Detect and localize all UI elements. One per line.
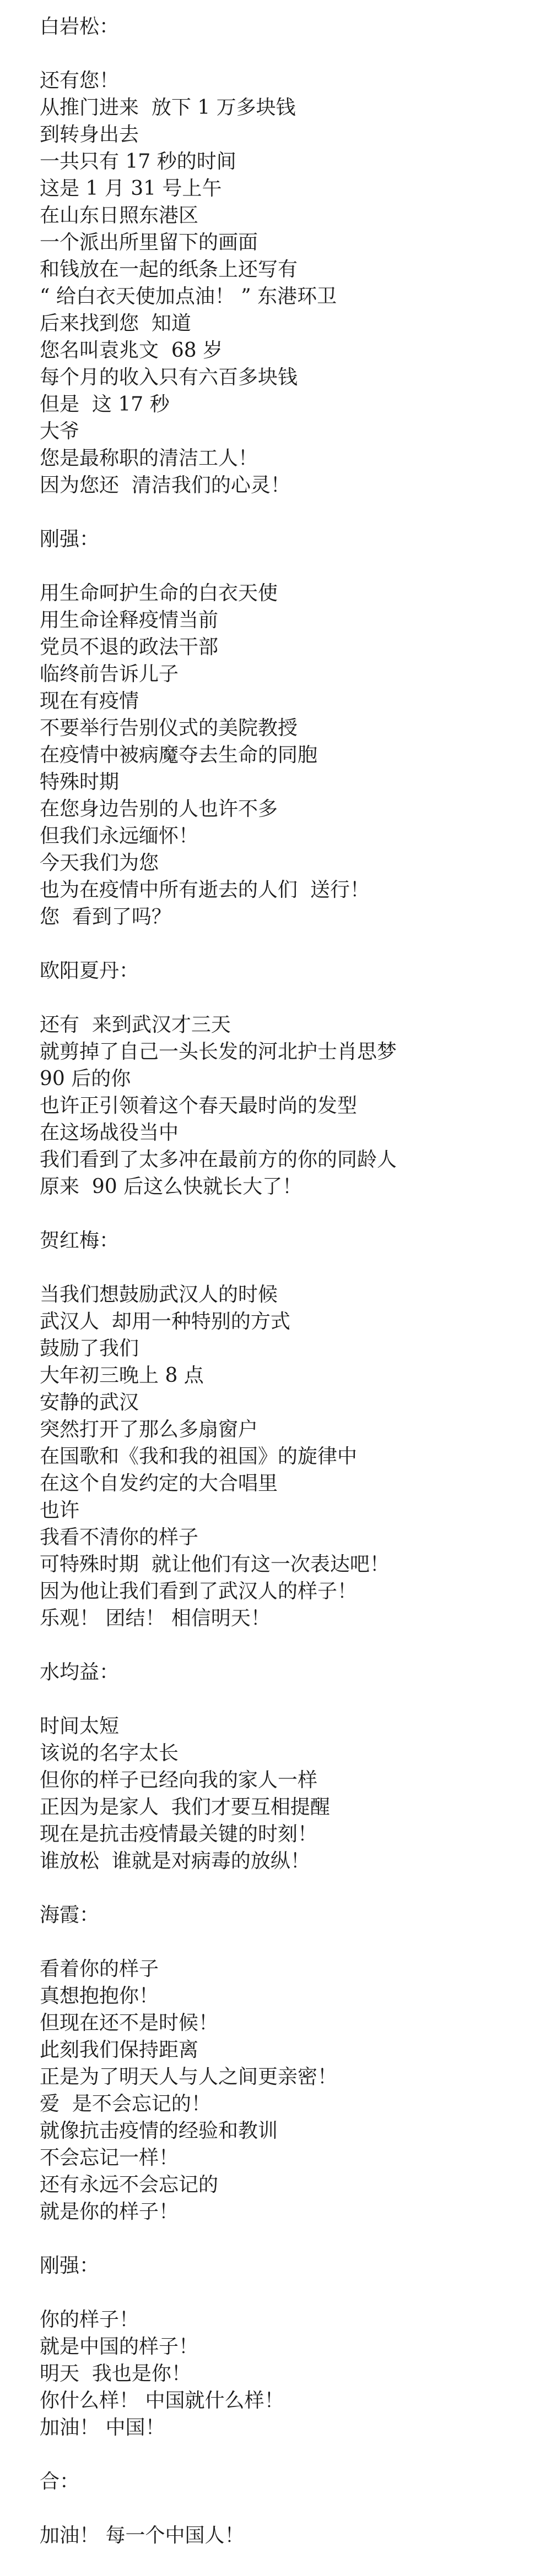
speaker-section (40, 1902, 536, 2225)
speaker-lines (40, 1956, 536, 2225)
script-line: 您名叫袁兆文 68 岁 (40, 339, 223, 362)
script-line: 大爷 (40, 420, 80, 443)
script-line: 但你的样子已经向我的家人一样 (40, 1769, 318, 1791)
script-line: 安静的武汉 (40, 1391, 139, 1414)
speaker-lines (40, 1713, 536, 1875)
speaker-section (40, 1659, 536, 1875)
script-line: 还有永远不会忘记的 (40, 2174, 219, 2196)
script-line: 到转身出去 (40, 123, 139, 146)
script-line: 用生命诠释疫情当前 (40, 609, 219, 631)
script-line: 今天我们为您 (40, 852, 159, 874)
script-line: 真想抱抱你！ (40, 1985, 159, 2007)
script-line: 此刻我们保持距离 (40, 2039, 199, 2061)
script-line: 在这个自发约定的大合唱里 (40, 1472, 278, 1495)
script-line: 在疫情中被病魔夺去生命的同胞 (40, 744, 318, 766)
script-line: 可特殊时期 就让他们有这一次表达吧！ (40, 1553, 390, 1576)
script-line: 您是最称职的清洁工人！ (40, 447, 258, 470)
speaker-name: 水均益： (40, 1661, 120, 1684)
script-line: 还有 来到武汉才三天 (40, 1014, 231, 1036)
script-line: 鼓励了我们 (40, 1337, 139, 1360)
script-line: 但是 这 17 秒 (40, 393, 170, 416)
script-line: 在这场战役当中 (40, 1121, 179, 1144)
script-line: 你的样子！ (40, 2308, 139, 2331)
speaker-name: 海霞： (40, 1904, 100, 1926)
script-line: 这是 1 月 31 号上午 (40, 177, 222, 200)
script-line: 谁放松 谁就是对病毒的放纵！ (40, 1850, 310, 1872)
script-line: 也许正引领着这个春天最时尚的发型 (40, 1094, 358, 1117)
speaker-section (40, 2468, 536, 2549)
speaker-section (40, 957, 536, 1200)
script-line: 武汉人 却用一种特别的方式 (40, 1310, 290, 1333)
script-line: 也为在疫情中所有逝去的人们 送行！ (40, 879, 370, 901)
script-line: “ 给白衣天使加点油！ ” 东港环卫 (40, 285, 337, 308)
script-line: 在山东日照东港区 (40, 204, 199, 227)
script-line: 该说的名字太长 (40, 1742, 179, 1764)
script-line: 突然打开了那么多扇窗户 (40, 1418, 258, 1441)
speaker-name: 贺红梅： (40, 1229, 120, 1252)
script-line: 不会忘记一样！ (40, 2147, 179, 2169)
script-line: 正因为是家人 我们才要互相提醒 (40, 1796, 330, 1818)
script-line: 临终前告诉儿子 (40, 663, 179, 685)
speaker-section (40, 1227, 536, 1632)
speaker-lines (40, 2306, 536, 2441)
script-line: 现在有疫情 (40, 690, 139, 712)
speaker-section (40, 2252, 536, 2441)
script-line: 特殊时期 (40, 771, 120, 793)
script-line: 用生命呵护生命的白衣天使 (40, 582, 278, 604)
speaker-name: 欧阳夏丹： (40, 960, 139, 982)
script-line: 我看不清你的样子 (40, 1526, 199, 1549)
script-line: 从推门进来 放下 1 万多块钱 (40, 96, 296, 119)
script-line: 每个月的收入只有六百多块钱 (40, 366, 298, 389)
script-line: 一共只有 17 秒的时间 (40, 150, 236, 173)
speaker-name: 刚强： (40, 528, 100, 551)
script-line: 在您身边告别的人也许不多 (40, 798, 278, 820)
script-line: 90 后的你 (40, 1068, 131, 1090)
speaker-section (40, 13, 536, 499)
script-line: 还有您！ (40, 69, 120, 92)
script-line: 因为您还 清洁我们的心灵！ (40, 474, 290, 497)
script-line: 乐观！ 团结！ 相信明天！ (40, 1607, 271, 1630)
script-line: 您 看到了吗？ (40, 906, 171, 928)
script-line: 你什么样！ 中国就什么样！ (40, 2389, 284, 2412)
script-line: 但现在还不是时候！ (40, 2012, 219, 2034)
script-line: 就剪掉了自己一头长发的河北护士肖思梦 (40, 1041, 397, 1063)
speaker-name: 刚强： (40, 2254, 100, 2277)
script-line: 我们看到了太多冲在最前方的你的同龄人 (40, 1148, 397, 1171)
speaker-name: 白岩松： (40, 15, 120, 38)
script-line: 一个派出所里留下的画面 (40, 231, 258, 254)
script-line: 当我们想鼓励武汉人的时候 (40, 1283, 278, 1306)
speaker-lines (40, 1011, 536, 1200)
script-line: 就是你的样子！ (40, 2201, 179, 2223)
speaker-lines (40, 67, 536, 499)
script-line: 原来 90 后这么快就长大了！ (40, 1175, 302, 1198)
script-line: 也许 (40, 1499, 80, 1522)
script-line: 和钱放在一起的纸条上还写有 (40, 258, 298, 281)
script-line: 后来找到您 知道 (40, 312, 191, 335)
script-line: 但我们永远缅怀！ (40, 825, 199, 847)
speaker-lines (40, 1281, 536, 1632)
script-line: 明天 我也是你！ (40, 2362, 191, 2385)
speaker-name: 合： (40, 2470, 80, 2493)
script-line: 党员不退的政法干部 (40, 636, 219, 658)
script-line: 正是为了明天人与人之间更亲密！ (40, 2066, 338, 2088)
script-line: 爱 是不会忘记的！ (40, 2093, 211, 2115)
script-line: 时间太短 (40, 1715, 120, 1738)
script-line: 就像抗击疫情的经验和教训 (40, 2120, 278, 2142)
script-line: 在国歌和《我和我的祖国》的旋律中 (40, 1445, 358, 1468)
script-line: 现在是抗击疫情最关键的时刻！ (40, 1823, 318, 1845)
script-line: 因为他让我们看到了武汉人的样子！ (40, 1580, 358, 1603)
script-line: 就是中国的样子！ (40, 2335, 199, 2358)
speaker-lines (40, 2522, 536, 2549)
speaker-lines (40, 580, 536, 930)
script-document (40, 13, 536, 2576)
speaker-section (40, 526, 536, 930)
script-line: 不要举行告别仪式的美院教授 (40, 717, 298, 739)
script-line: 大年初三晚上 8 点 (40, 1364, 204, 1387)
script-line: 加油！ 每一个中国人！ (40, 2524, 245, 2547)
script-line: 看着你的样子 (40, 1958, 159, 1980)
script-line: 加油！ 中国！ (40, 2416, 165, 2439)
